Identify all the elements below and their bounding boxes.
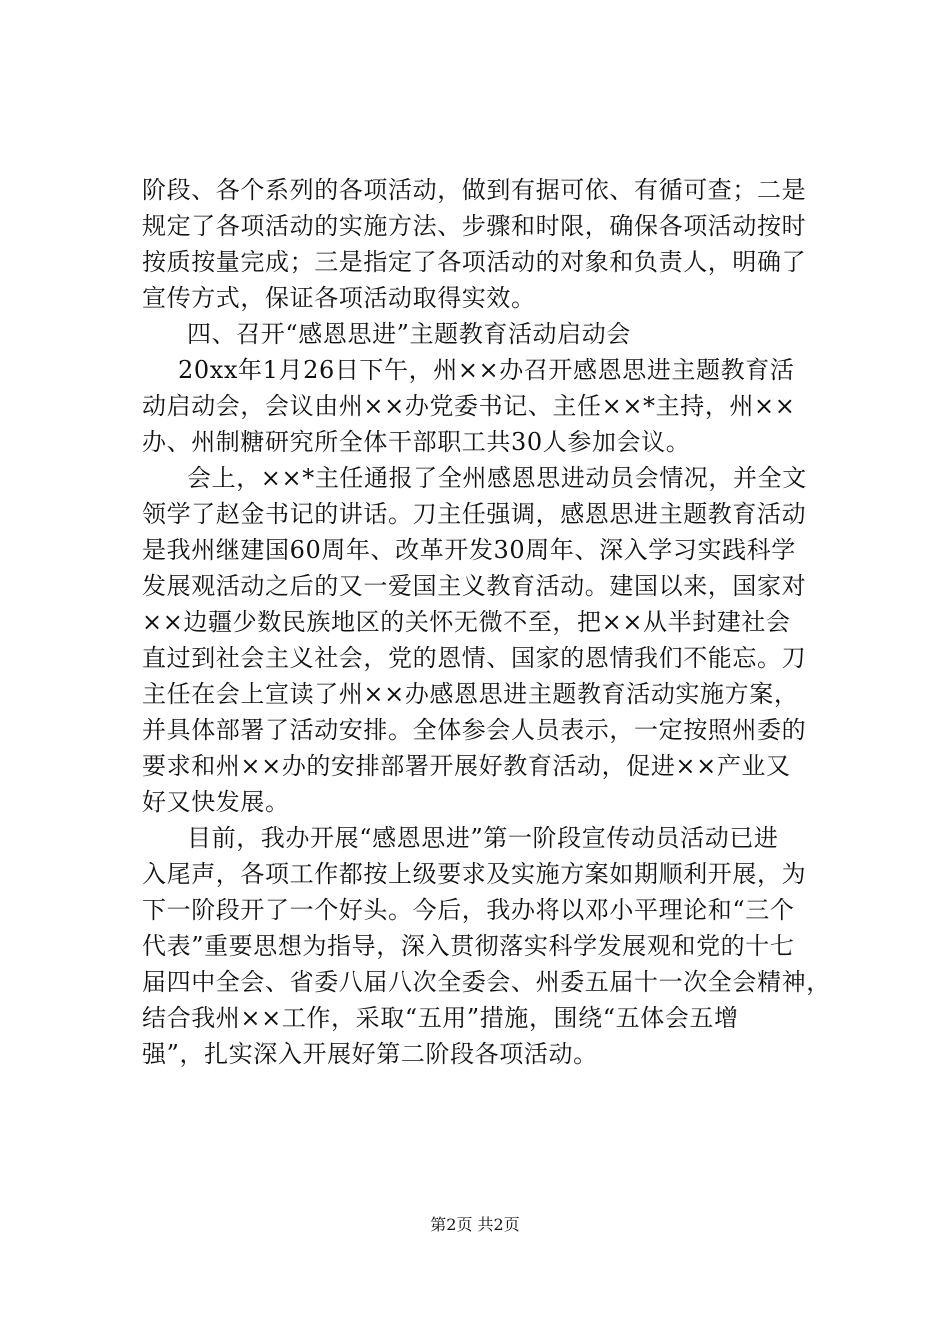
text-line: 会上，××*主任通报了全州感恩思进动员会情况，并全文 — [187, 464, 807, 492]
section-heading: 四、召开“感恩思进”主题教育活动启动会 — [187, 320, 631, 348]
page-number-footer: 第2页 共2页 — [430, 1215, 520, 1234]
text-line: 并具体部署了活动安排。全体参会人员表示，一定按照州委的 — [142, 716, 807, 744]
text-line: 阶段、各个系列的各项活动，做到有据可依、有循可查；二是 — [142, 176, 807, 204]
text-line: 按质按量完成；三是指定了各项活动的对象和负责人，明确了 — [142, 248, 807, 276]
text-line: 动启动会，会议由州××办党委书记、主任××*主持，州×× — [142, 392, 796, 420]
text-line: 届四中全会、省委八届八次全委会、州委五届十一次全会精神， — [142, 968, 831, 996]
text-line: 强”，扎实深入开展好第二阶段各项活动。 — [142, 1040, 598, 1068]
text-line: 主任在会上宣读了州××办感恩思进主题教育活动实施方案， — [142, 680, 799, 708]
text-line: ××边疆少数民族地区的关怀无微不至，把××从半封建社会 — [142, 608, 791, 636]
text-line: 入尾声，各项工作都按上级要求及实施方案如期顺利开展，为 — [142, 860, 807, 888]
text-line: 领学了赵金书记的讲话。刀主任强调，感恩思进主题教育活动 — [142, 500, 807, 528]
text-line: 办、州制糖研究所全体干部职工共30人参加会议。 — [142, 428, 691, 456]
text-line: 代表”重要思想为指导，深入贯彻落实科学发展观和党的十七 — [142, 932, 795, 960]
text-line: 好又快发展。 — [142, 788, 290, 816]
text-line: 下一阶段开了一个好头。今后，我办将以邓小平理论和“三个 — [142, 896, 795, 924]
text-line: 目前，我办开展“感恩思进”第一阶段宣传动员活动已进 — [187, 824, 779, 852]
text-line: 发展观活动之后的又一爱国主义教育活动。建国以来，国家对 — [142, 572, 807, 600]
text-line: 20xx年1月26日下午，州××办召开感恩思进主题教育活 — [178, 356, 795, 384]
text-line: 要求和州××办的安排部署开展好教育活动，促进××产业又 — [142, 752, 791, 780]
text-line: 宣传方式，保证各项活动取得实效。 — [142, 284, 536, 312]
text-line: 结合我州××工作，采取“五用”措施，围绕“五体会五增 — [142, 1004, 739, 1032]
document-body — [142, 172, 834, 1072]
text-line: 是我州继建国60周年、改革开发30周年、深入学习实践科学 — [142, 536, 796, 564]
text-line: 规定了各项活动的实施方法、步骤和时限，确保各项活动按时 — [142, 212, 807, 240]
text-line: 直过到社会主义社会，党的恩情、国家的恩情我们不能忘。刀 — [142, 644, 807, 672]
